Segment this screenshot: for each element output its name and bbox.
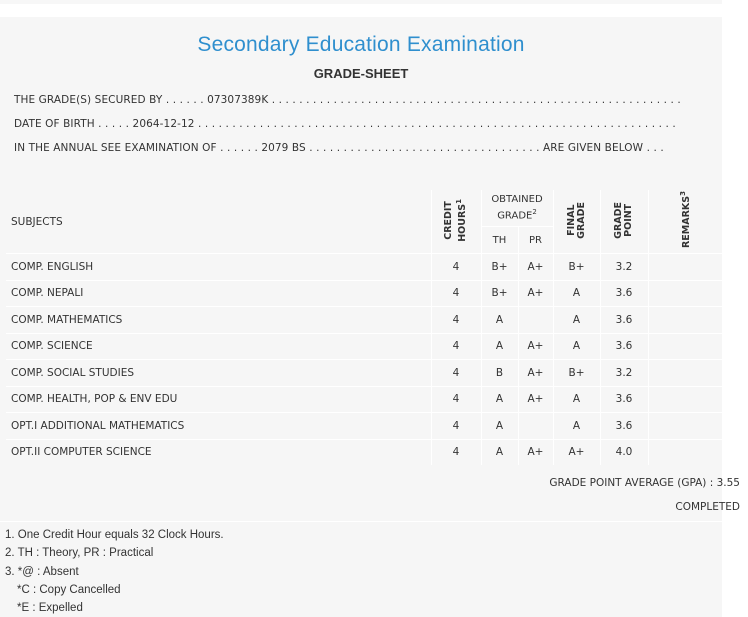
credit-cell: 4	[431, 439, 481, 465]
obtained-label: OBTAINED	[491, 193, 543, 205]
credit-cell: 4	[431, 280, 481, 307]
subject-cell: OPT.II COMPUTER SCIENCE	[6, 439, 431, 465]
subject-cell: COMP. SOCIAL STUDIES	[6, 360, 431, 387]
final-grade-cell: B+	[553, 254, 600, 281]
subject-cell: COMP. ENGLISH	[6, 254, 431, 281]
table-header-row	[6, 190, 722, 227]
grade-label: GRADE	[497, 210, 533, 222]
table-row	[6, 413, 722, 440]
pr-cell: A+	[518, 360, 553, 387]
grade-footnote-mark: 2	[532, 207, 537, 216]
notes-divider	[0, 521, 722, 522]
credit-footnote-mark: 1	[454, 198, 463, 204]
grade-point-header-label	[614, 202, 634, 239]
final-grade-header-label	[567, 202, 587, 239]
note-expelled: *E : Expelled	[17, 602, 83, 614]
pr-header: PR	[518, 227, 553, 254]
final-grade-cell: A+	[553, 439, 600, 465]
subject-cell: COMP. HEALTH, POP & ENV EDU	[6, 386, 431, 413]
subject-cell: COMP. NEPALI	[6, 280, 431, 307]
th-cell: A	[481, 307, 518, 334]
remarks-cell	[648, 439, 722, 465]
grade-point-header	[600, 190, 648, 254]
top-bar	[0, 0, 722, 4]
table-row	[6, 254, 722, 281]
remarks-cell	[648, 254, 722, 281]
credit-cell: 4	[431, 386, 481, 413]
th-cell: A	[481, 439, 518, 465]
credit-cell: 4	[431, 307, 481, 334]
credit-cell: 4	[431, 254, 481, 281]
grade-pt-label: GRADE	[613, 201, 624, 239]
final-grade-header	[553, 190, 600, 254]
table-row	[6, 360, 722, 387]
pr-cell: A+	[518, 439, 553, 465]
th-cell: B+	[481, 280, 518, 307]
subjects-header	[6, 190, 431, 254]
exam-title: Secondary Education Examination	[197, 33, 525, 56]
note-copy-cancelled: *C : Copy Cancelled	[17, 584, 121, 596]
grades-table	[6, 190, 722, 465]
table-row	[6, 386, 722, 413]
pr-cell	[518, 307, 553, 334]
th-cell: A	[481, 413, 518, 440]
remarks-cell	[648, 333, 722, 360]
th-header: TH	[481, 227, 518, 254]
credit-label: CREDIT	[442, 200, 454, 240]
credit-cell: 4	[431, 360, 481, 387]
final-grade-cell: A	[553, 386, 600, 413]
grade-point-cell: 4.0	[600, 439, 648, 465]
note-credit-hour: 1. One Credit Hour equals 32 Clock Hours.	[5, 529, 224, 541]
pr-cell: A+	[518, 254, 553, 281]
result-status: COMPLETED	[675, 501, 740, 513]
table-row	[6, 280, 722, 307]
th-cell: A	[481, 386, 518, 413]
note-th-pr: 2. TH : Theory, PR : Practical	[5, 547, 154, 559]
grade-point-cell: 3.6	[600, 333, 648, 360]
th-cell: B	[481, 360, 518, 387]
grade-point-cell: 3.6	[600, 280, 648, 307]
credit-hours-header-label	[444, 199, 468, 242]
date-of-birth-line: DATE OF BIRTH . . . . . 2064-12-12 . . . . . . . . . . . . . . . . . . . . . . . . . . . . . . . . . . . . . . . . . . . . . . . . . . . . . . . . . . . . . . . . . . . . . .	[14, 118, 676, 130]
gpa-summary: GRADE POINT AVERAGE (GPA) : 3.55	[549, 477, 740, 489]
remarks-cell	[648, 386, 722, 413]
exam-line: IN THE ANNUAL SEE EXAMINATION OF . . . . . . 2079 BS . . . . . . . . . . . . . . . . . . . . . . . . . . . . . . . . . . ARE GIVEN BELOW . . .	[14, 142, 664, 154]
sheet-title: GRADE-SHEET	[313, 66, 409, 81]
pr-cell: A+	[518, 280, 553, 307]
credit-cell: 4	[431, 413, 481, 440]
remarks-label: REMARKS	[681, 196, 693, 249]
table-row	[6, 333, 722, 360]
remarks-cell	[648, 280, 722, 307]
grade-point-cell: 3.6	[600, 386, 648, 413]
remarks-cell	[648, 307, 722, 334]
remarks-header-label	[678, 191, 692, 248]
final-grade-cell: A	[553, 307, 600, 334]
remarks-header	[648, 190, 722, 254]
credit-hours-header	[431, 190, 481, 254]
credit-cell: 4	[431, 333, 481, 360]
final-label: FINAL	[565, 204, 577, 236]
obtained-grade-header	[481, 190, 553, 227]
grade-point-cell: 3.6	[600, 413, 648, 440]
subjects-header-label: SUBJECTS	[11, 215, 63, 228]
final-grade-label: GRADE	[575, 201, 587, 239]
subject-cell: COMP. SCIENCE	[6, 333, 431, 360]
table-row	[6, 307, 722, 334]
remarks-cell	[648, 413, 722, 440]
pr-cell: A+	[518, 386, 553, 413]
pr-cell: A+	[518, 333, 553, 360]
final-grade-cell: A	[553, 333, 600, 360]
point-label: POINT	[623, 203, 634, 237]
grade-point-cell: 3.6	[600, 307, 648, 334]
remarks-footnote-mark: 3	[679, 191, 688, 197]
hours-label: HOURS	[457, 203, 469, 242]
grade-point-cell: 3.2	[600, 254, 648, 281]
final-grade-cell: B+	[553, 360, 600, 387]
final-grade-cell: A	[553, 413, 600, 440]
final-grade-cell: A	[553, 280, 600, 307]
table-row	[6, 439, 722, 465]
secured-by-line: THE GRADE(S) SECURED BY . . . . . . 07307389K . . . . . . . . . . . . . . . . . . . . . . . . . . . . . . . . . . . . . . . . . . . . . . . . . . . . . . . . . . . .	[14, 94, 681, 106]
th-cell: A	[481, 333, 518, 360]
grade-point-cell: 3.2	[600, 360, 648, 387]
pr-cell	[518, 413, 553, 440]
th-cell: B+	[481, 254, 518, 281]
note-absent: 3. *@ : Absent	[5, 566, 79, 578]
remarks-cell	[648, 360, 722, 387]
subject-cell: OPT.I ADDITIONAL MATHEMATICS	[6, 413, 431, 440]
subject-cell: COMP. MATHEMATICS	[6, 307, 431, 334]
